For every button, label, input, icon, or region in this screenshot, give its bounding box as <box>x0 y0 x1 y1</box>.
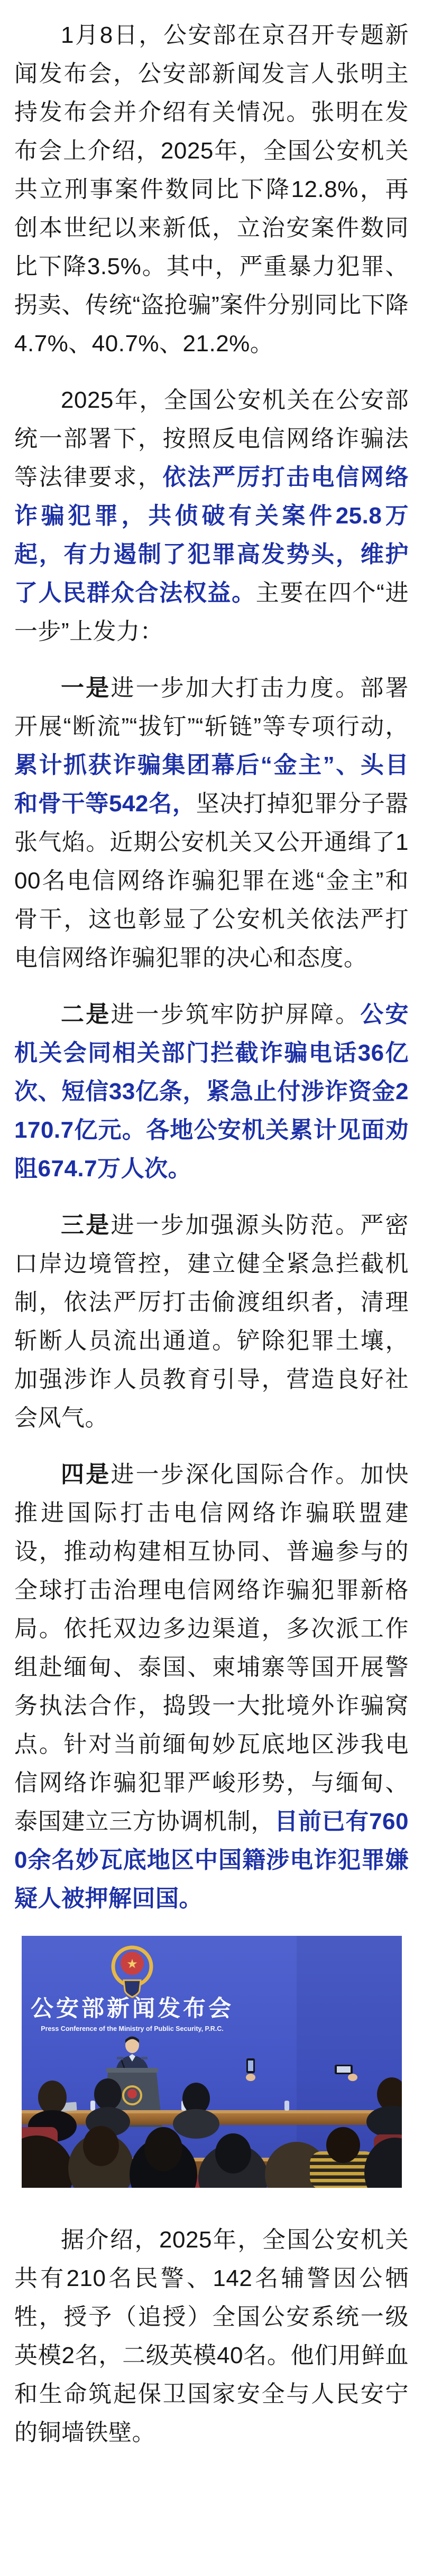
text-segment: 主要在四个“进一步”上发力： <box>14 580 409 644</box>
photo-backdrop-subtitle: Press Conference of the Ministry of Public Security, P.R.C. <box>41 2025 224 2032</box>
text-segment: 2025年，全国公安机关在公安部统一部署下，按照反电信网络诈骗法等法律要求， <box>14 387 409 490</box>
photo-backdrop-title: 公安部新闻发布会 <box>31 1996 234 2021</box>
text-segment: 二是 <box>61 1001 111 1027</box>
highlighted-text-segment: 依法严厉打击电信网络诈骗犯罪，共侦破有关案件25.8万起，有力遏制了犯罪高发势头，维护了人民群众合法权益。 <box>14 464 409 606</box>
highlighted-text-segment: 目前已有7600余名妙瓦底地区中国籍涉电诈犯罪嫌疑人被押解回国。 <box>14 1809 409 1912</box>
highlighted-text-segment: 公安机关会同相关部门拦截诈骗电话36亿次、短信33亿条，紧急止付涉诈资金2170.7亿元。各地公安机关累计见面劝阻674.7万人次。 <box>14 1001 409 1182</box>
text-segment: 进一步加大打击力度。部署开展“断流”“拔钉”“斩链”等专项行动， <box>14 675 409 739</box>
text-segment: 坚决打掉犯罪分子嚣张气焰。近期公安机关又公开通缉了100名电信网络诈骗犯罪在逃“金主”和骨干，这也彰显了公安机关依法严打电信网络诈骗犯罪的决心和态度。 <box>14 791 409 971</box>
text-segment: 进一步筑牢防护屏障。 <box>111 1001 361 1027</box>
text-segment: 据介绍，2025年，全国公安机关共有210名民警、142名辅警因公牺牲，授予（追授）全国公安系统一级英模2名，二级英模40名。他们用鲜血和生命筑起保卫国家安全与人民安宁的铜墙铁壁。 <box>14 2227 409 2446</box>
text-segment: 三是 <box>61 1212 111 1238</box>
text-segment: 进一步深化国际合作。加快推进国际打击电信网络诈骗联盟建设，推动构建相互协同、普遍参与的全球打击治理电信网络诈骗犯罪新格局。依托双边多边渠道，多次派工作组赴缅甸、泰国、柬埔寨等国开展警务执法合作，捣毁一大批境外诈骗窝点。针对当前缅甸妙瓦底地区涉我电信网络诈骗犯罪严峻形势，与缅甸、泰国建立三方协调机制， <box>14 1462 409 1834</box>
article-paragraphs-after-photo <box>14 2221 409 2452</box>
text-segment: 进一步加强源头防范。严密口岸边境管控，建立健全紧急拦截机制，依法严厉打击偷渡组织者，清理斩断人员流出通道。铲除犯罪土壤，加强涉诈人员教育引导，营造良好社会风气。 <box>14 1212 409 1431</box>
paragraph <box>14 381 409 651</box>
text-segment: 一是 <box>61 675 111 701</box>
text-segment: 四是 <box>61 1462 111 1487</box>
highlighted-text-segment: 累计抓获诈骗集团幕后“金主”、头目和骨干等542名， <box>14 752 409 817</box>
article-paragraphs-before-photo <box>14 16 409 1918</box>
paragraph <box>14 995 409 1188</box>
paragraph <box>14 1455 409 1918</box>
paragraph <box>14 1206 409 1437</box>
text-segment: 1月8日，公安部在京召开专题新闻发布会，公安部新闻发言人张明主持发布会并介绍有关情况。张明在发布会上介绍，2025年，全国公安机关共立刑事案件数同比下降12.8%，再创本世纪以来新低，立治安案件数同比下降3.5%。其中，严重暴力犯罪、拐卖、传统“盗抢骗”案件分别同比下降4.7%、40.7%、21.2%。 <box>14 22 409 357</box>
paragraph <box>14 16 409 363</box>
press-conference-photo[interactable] <box>22 1936 402 2188</box>
paragraph <box>14 2221 409 2452</box>
press-conference-photo-graphic <box>22 1936 402 2188</box>
paragraph <box>14 669 409 977</box>
svg-text:★: ★ <box>126 1956 138 1971</box>
